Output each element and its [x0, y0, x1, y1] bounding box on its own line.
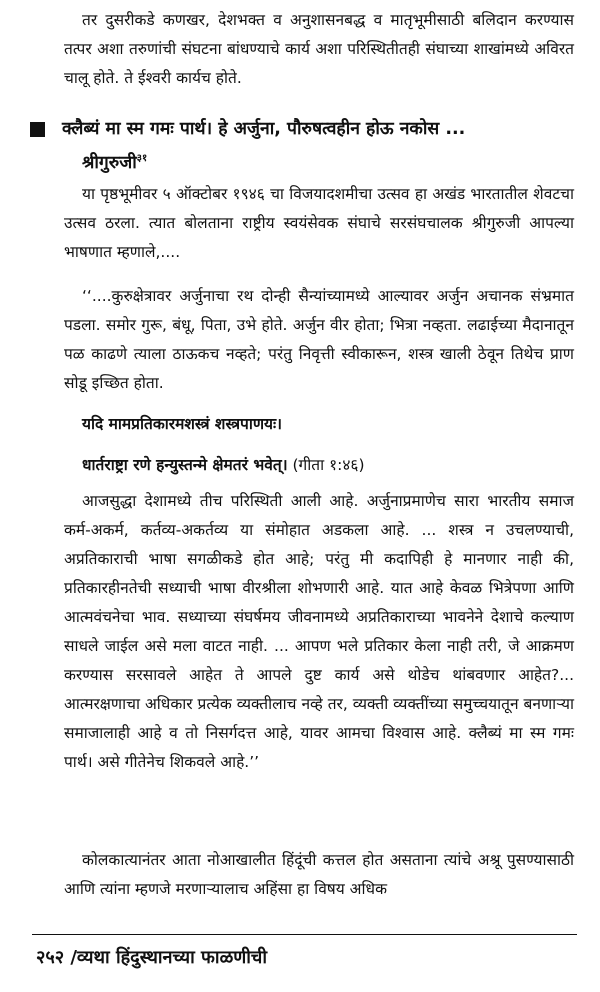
book-title: /व्यथा हिंदुस्थानच्या फाळणीची	[64, 947, 268, 968]
paragraph-context: या पृष्ठभूमीवर ५ ऑक्टोबर १९४६ चा विजयादशमीचा उत्सव हा अखंड भारतातील शेवटचा उत्सव ठरला. त्यात बोलताना राष्ट्रीय स्वयंसेवक संघाचे सरसंघचालक श्रीगुरुजी आपल्या भाषणात म्हणाले,....	[64, 185, 574, 261]
quote-part-1: ‘‘....कुरुक्षेत्रावर अर्जुनाचा रथ दोन्ही सैन्यांच्यामध्ये आल्यावर अर्जुन अचानक संभ्रमात पडला. समोर गुरू, बंधू, पिता, उभे होते. अर्जुन वीर होता; भित्रा नव्हता. लढाईच्या मैदानातून पळ काढणे त्याला ठाऊकच नव्हते; परंतु निवृत्ती स्वीकारून, शस्त्र खाली ठेवून तिथेच प्राण सोडू इच्छित होता.	[64, 287, 574, 392]
verse-reference: (गीता १:४६)	[287, 456, 365, 474]
paragraph-intro: तर दुसरीकडे कणखर, देशभक्त व अनुशासनबद्ध व मातृभूमीसाठी बलिदान करण्यास तत्पर अशा तरुणांची संघटना बांधण्याचे कार्य अशा परिस्थितीतही संघाच्या शाखांमध्ये अविरत चालू होते. ते ईश्वरी कार्यच होते.	[64, 11, 574, 87]
section-heading	[62, 114, 582, 178]
bullet-square-icon	[30, 122, 45, 137]
quote-part-2: आजसुद्धा देशामध्ये तीच परिस्थिती आली आहे. अर्जुनाप्रमाणेच सारा भारतीय समाज कर्म-अकर्म, कर्तव्य-अकर्तव्य या संमोहात अडकला आहे. ... शस्त्र न उचलण्याची, अप्रतिकाराची भाषा सगळीकडे होत आहे; परंतु मी कदापिही हे मानणार नाही की, प्रतिकारहीनतेची सध्याची भाषा वीरश्रीला शोभणारी आहे. यात आहे केवळ भित्रेपणा आणि आत्मवंचनेचा भाव. सध्याच्या संघर्षमय जीवनामध्ये अप्रतिकाराच्या भावनेने देशाचे कल्याण साधले जाईल असे मला वाटत नाही. ... आपण भले प्रतिकार केला नाही तरी, जे आक्रमण करण्यास सरसावले आहेत ते आपले दुष्ट कार्य असे थोडेच थांबवणार आहेत?... आत्मरक्षणाचा अधिकार प्रत्येक व्यक्तीलाच नव्हे तर, व्यक्ती व्यक्तींच्या समुच्चयातून बनणाऱ्या समाजालाही आहे व तो निसर्गदत्त आहे, यावर आमचा विश्वास आहे. क्लैब्यं मा स्म गमः पार्थ। असे गीतेनेच शिकवले आहे.’’	[64, 492, 574, 771]
page-number: २५२	[36, 947, 65, 968]
heading-line-2	[62, 144, 582, 178]
footnote-ref: ३१	[136, 153, 148, 164]
footer-rule	[32, 934, 577, 935]
verse-line-1: यदि मामप्रतिकारमशस्त्रं शस्त्रपाणयः।	[82, 415, 283, 433]
page-footer	[36, 945, 267, 969]
verse-line-2	[82, 451, 572, 480]
paragraph-closing: कोलकात्यानंतर आता नोआखालीत हिंदूंची कत्तल होत असताना त्यांचे अश्रू पुसण्यासाठी आणि त्यांना म्हणजे मरणाऱ्यालाच अहिंसा हा विषय अधिक	[64, 851, 574, 898]
heading-author: श्रीगुरुजी	[82, 153, 137, 173]
heading-line-1: क्लैब्यं मा स्म गमः पार्थ। हे अर्जुना, पौरुषत्वहीन होऊ नकोस ...	[62, 119, 466, 139]
verse-text: धार्तराष्ट्रा रणे हन्युस्तन्मे क्षेमतरं भवेत्।	[82, 456, 288, 474]
